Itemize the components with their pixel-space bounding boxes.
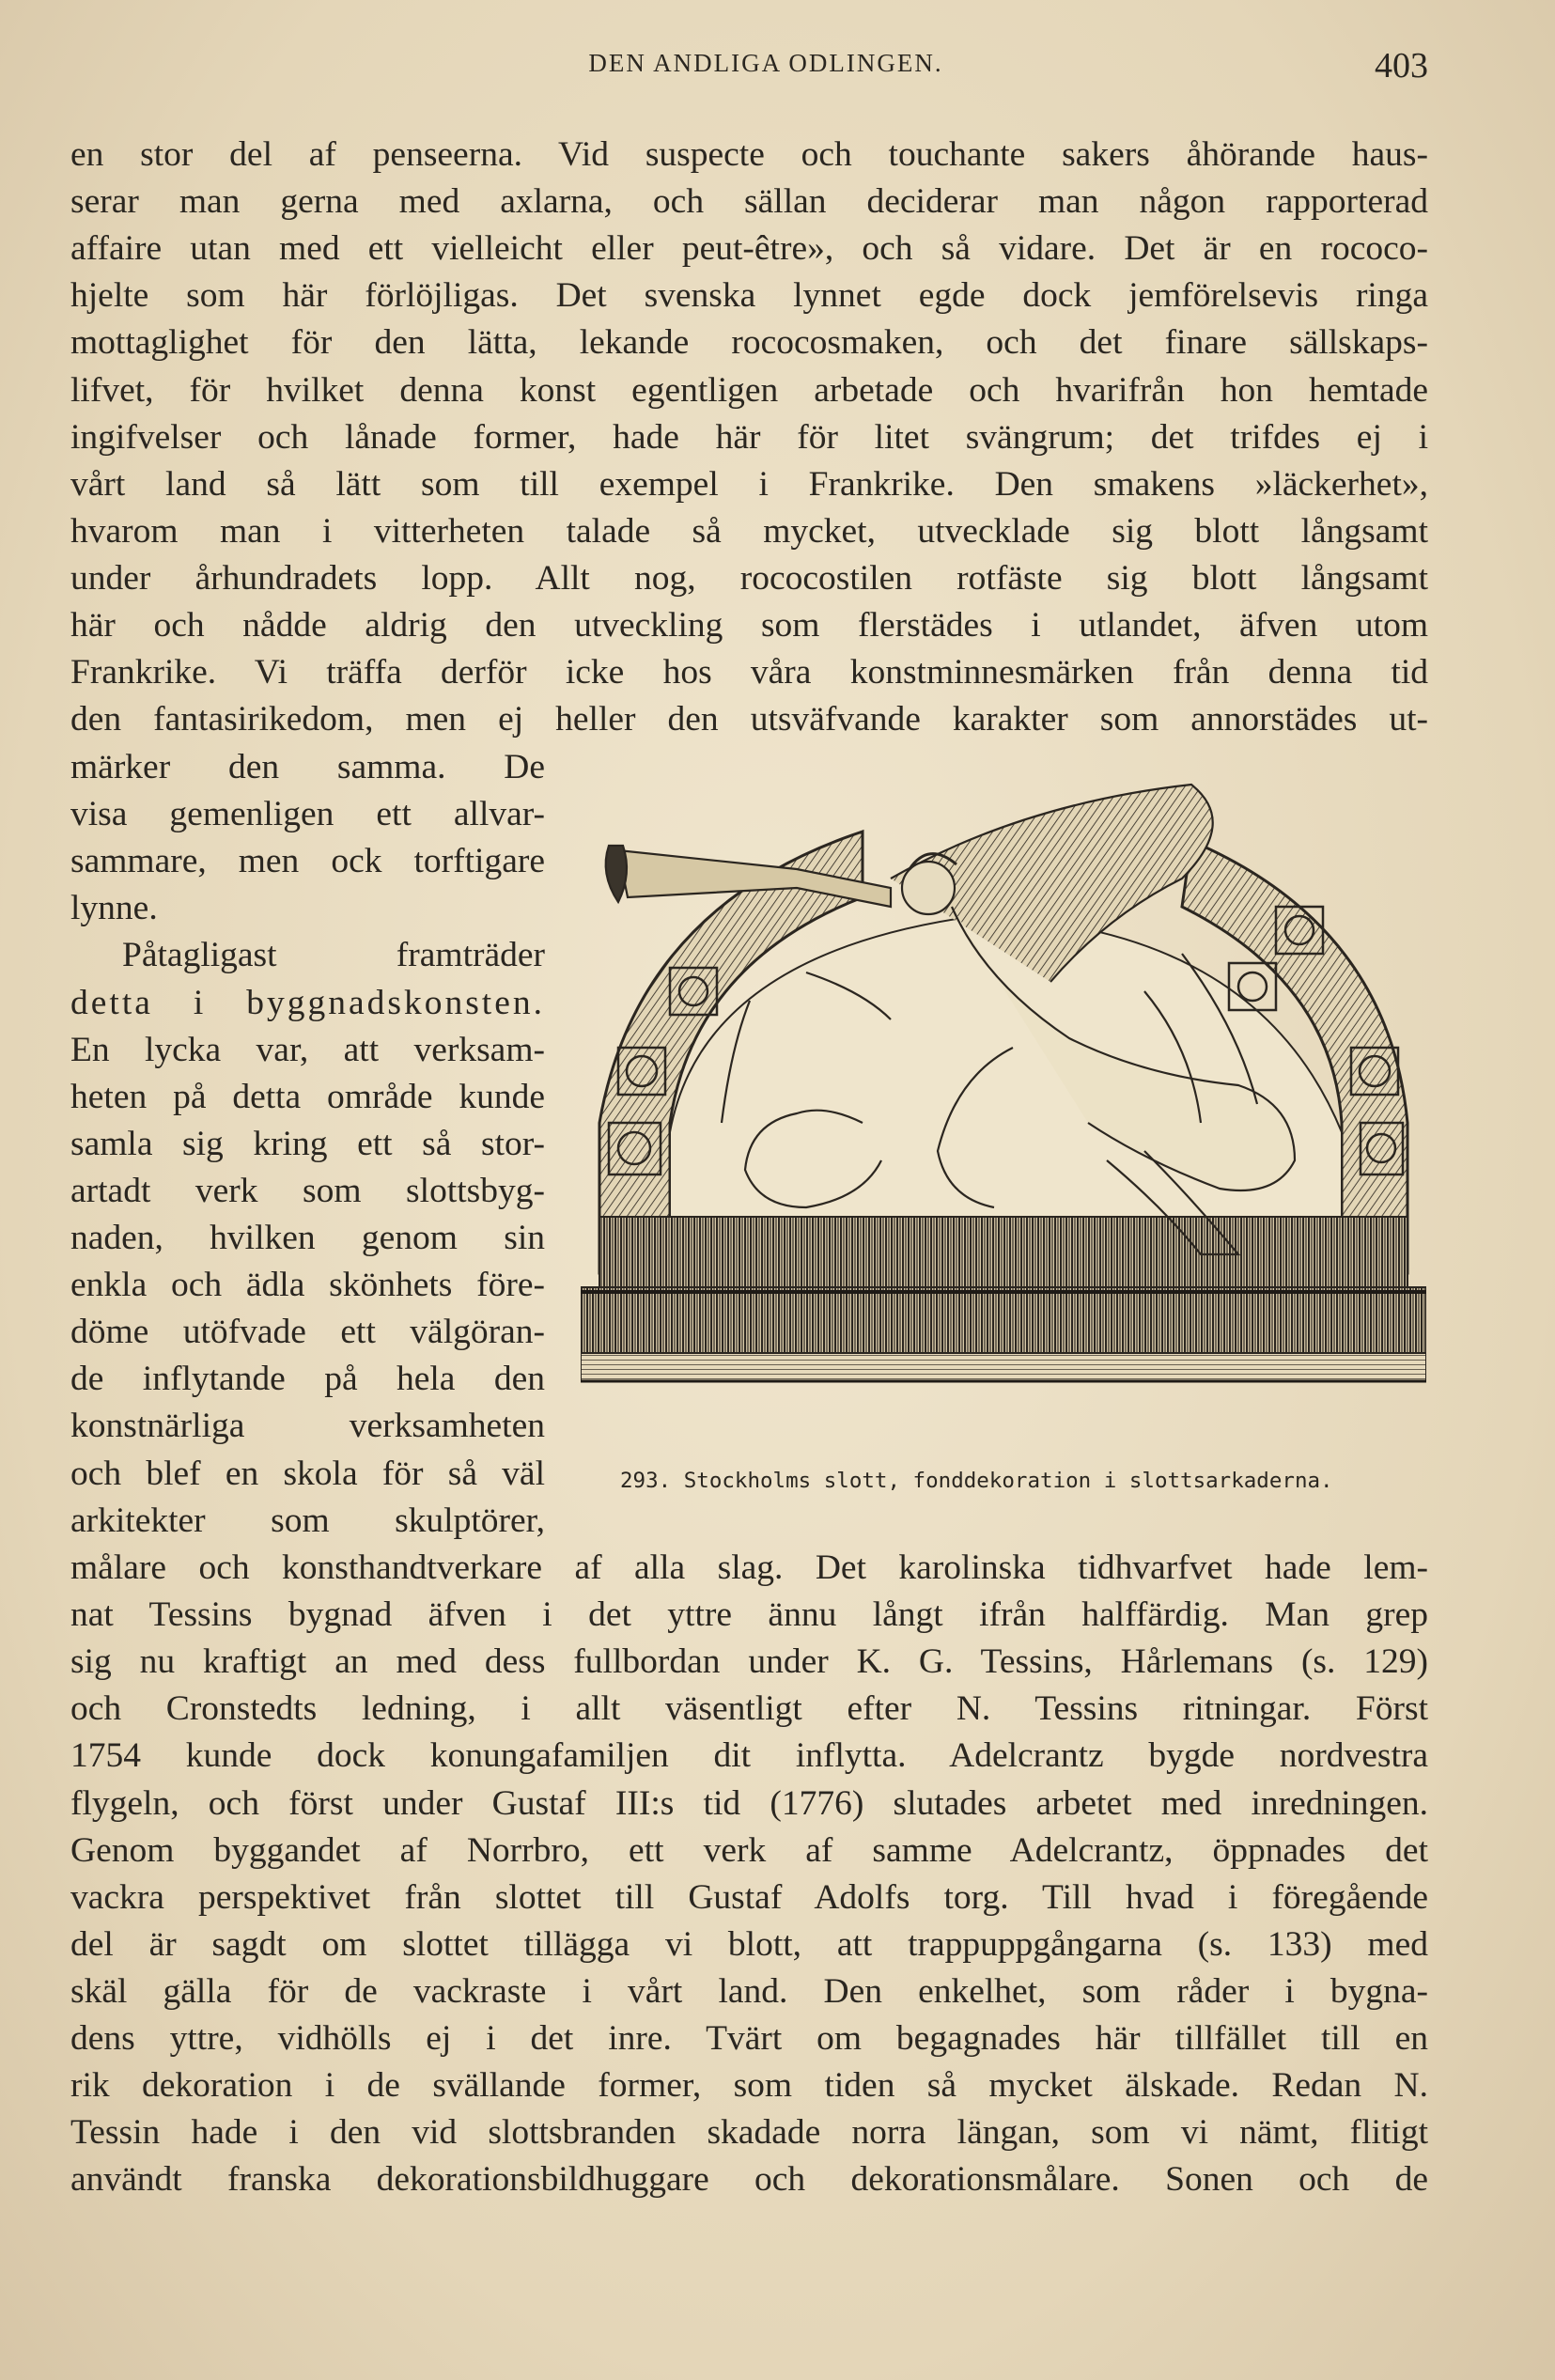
text-line: Tessin hade i den vid slottsbranden skadade norra längan, som vi nämt, flitigt <box>70 2113 1428 2153</box>
figure-caption: 293. Stockholms slott, fonddekoration i slottsarkaderna. <box>620 1469 1333 1493</box>
text-line: naden, hvilken genom sin <box>70 1219 545 1257</box>
text-line: konstnärliga verksamheten <box>70 1407 545 1446</box>
text-line: en stor del af penseerna. Vid suspecte och touchante sakers åhörande haus- <box>70 135 1428 174</box>
text-line: sig nu kraftigt an med dess fullbordan under K. G. Tessins, Hårlemans (s. 129) <box>70 1642 1428 1682</box>
text-line: märker den samma. De <box>70 748 545 786</box>
text-line: och blef en skola för så väl <box>70 1454 545 1493</box>
text-line: 1754 kunde dock konungafamiljen dit inflytta. Adelcrantz bygde nordvestra <box>70 1736 1428 1776</box>
text-line: vackra perspektivet från slottet till Gustaf Adolfs torg. Till hvad i föregående <box>70 1877 1428 1917</box>
text-line: användt franska dekorationsbildhuggare och dekorationsmålare. Sonen och de <box>70 2160 1428 2200</box>
text-line: En lycka var, att verksam- <box>70 1030 545 1069</box>
text-line: vårt land så lätt som till exempel i Frankrike. Den smakens »läckerhet», <box>70 464 1428 504</box>
text-line: arkitekter som skulptörer, <box>70 1501 545 1540</box>
text-line: den fantasirikedom, men ej heller den utsväfvande karakter som annorstädes ut- <box>70 700 1428 739</box>
text-line: hjelte som här förlöjligas. Det svenska lynnet egde dock jemförelsevis ringa <box>70 276 1428 316</box>
text-line: hvarom man i vitterheten talade så mycket, utvecklade sig blott långsamt <box>70 511 1428 551</box>
text-line: mottaglighet för den lätta, lekande rococosmaken, och det finare sällskaps- <box>70 323 1428 363</box>
text-line: affaire utan med ett vielleicht eller peut-être», och så vidare. Det är en rococo- <box>70 229 1428 269</box>
text-line: del är sagdt om slottet tillägga vi blott, att trappuppgångarna (s. 133) med <box>70 1924 1428 1964</box>
text-line: artadt verk som slottsbyg- <box>70 1171 545 1210</box>
text-line: Genom byggandet af Norrbro, ett verk af samme Adelcrantz, öppnades det <box>70 1830 1428 1870</box>
text-line: Påtagligast framträder <box>122 936 545 975</box>
text-line: under århundradets lopp. Allt nog, rococostilen rotfäste sig blott långsamt <box>70 558 1428 598</box>
text-line: sammare, men ock torftigare <box>70 842 545 881</box>
text-line: flygeln, och först under Gustaf III:s tid (1776) slutades arbetet med inredningen. <box>70 1783 1428 1823</box>
text-line: här och nådde aldrig den utveckling som flerstädes i utlandet, äfven utom <box>70 606 1428 645</box>
text-line: lynne. <box>70 889 158 928</box>
running-head: DEN ANDLIGA ODLINGEN. <box>588 49 943 77</box>
text-line: samla sig kring ett så stor- <box>70 1124 545 1163</box>
text-line: nat Tessins bygnad äfven i det yttre ännu långt ifrån halffärdig. Man grep <box>70 1595 1428 1635</box>
text-line: visa gemenligen ett allvar- <box>70 795 545 834</box>
figure-engraving <box>581 766 1426 1423</box>
text-line: detta i byggnadskonsten. <box>70 983 545 1022</box>
text-line: lifvet, för hvilket denna konst egentligen arbetade och hvarifrån hon hemtade <box>70 370 1428 410</box>
text-line: Frankrike. Vi träffa derför icke hos våra konstminnesmärken från denna tid <box>70 653 1428 692</box>
text-line: döme utöfvade ett välgöran- <box>70 1313 545 1352</box>
text-line: dens yttre, vidhölls ej i det inre. Tvärt om begagnades här tillfället till en <box>70 2019 1428 2058</box>
text-line: rik dekoration i de svällande former, som tiden så mycket älskade. Redan N. <box>70 2066 1428 2106</box>
text-line: målare och konsthandtverkare af alla slag. Det karolinska tidhvarfvet hade lem- <box>70 1548 1428 1587</box>
text-line: enkla och ädla skönhets före- <box>70 1266 545 1305</box>
text-line: ingifvelser och lånade former, hade här för litet svängrum; det trifdes ej i <box>70 417 1428 457</box>
text-line: serar man gerna med axlarna, och sällan deciderar man någon rapporterad <box>70 182 1428 222</box>
text-line: heten på detta område kunde <box>70 1077 545 1116</box>
text-line: och Cronstedts ledning, i allt väsentligt efter N. Tessins ritningar. Först <box>70 1689 1428 1729</box>
page-number: 403 <box>1375 46 1428 86</box>
text-line: de inflytande på hela den <box>70 1360 545 1399</box>
text-line: skäl gälla för de vackraste i vårt land. Den enkelhet, som råder i bygna- <box>70 1971 1428 2011</box>
